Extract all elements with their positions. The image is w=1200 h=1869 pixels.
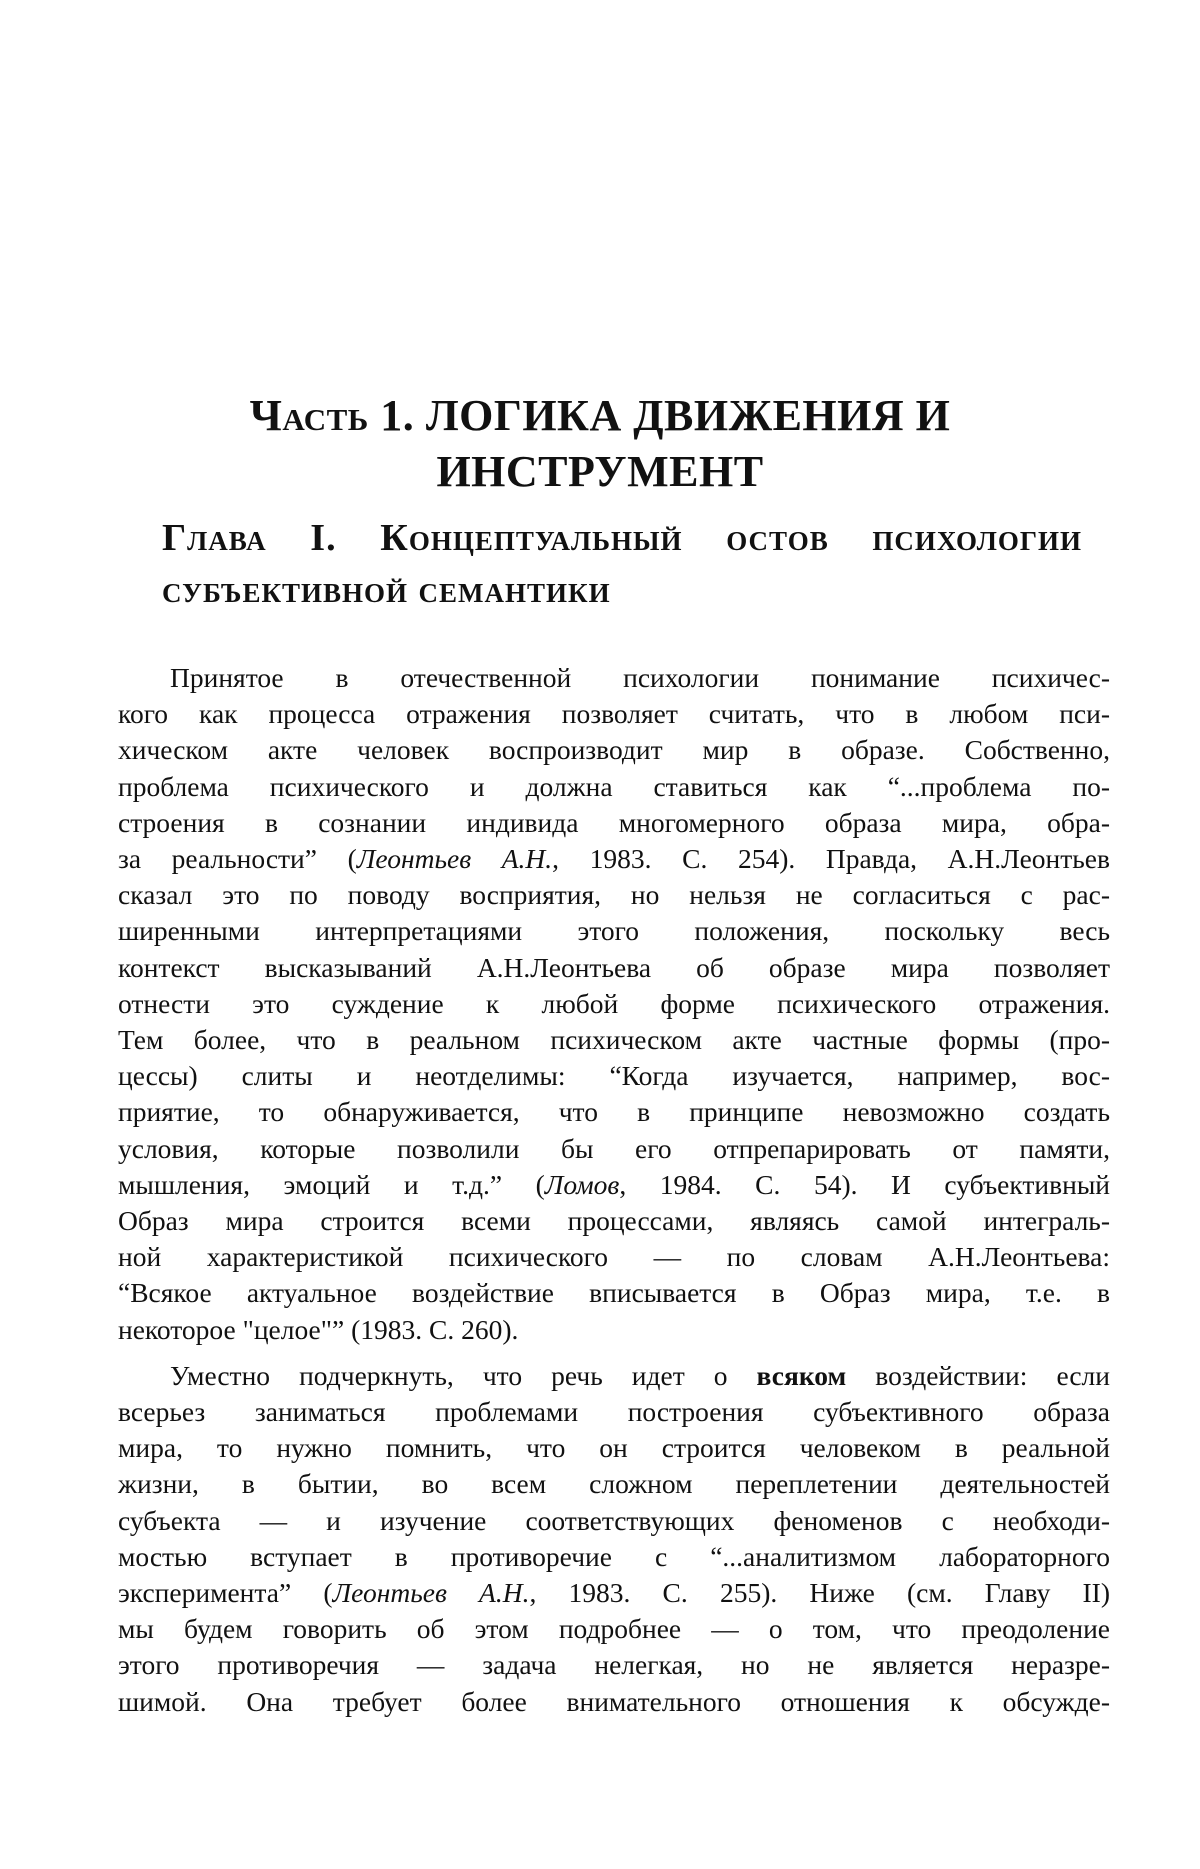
text-line xyxy=(118,1167,1110,1203)
part-label: Часть 1. xyxy=(250,391,415,440)
text-segment: , 1984. С. 54). И субъективный xyxy=(619,1169,1110,1200)
citation-author: Леонтьев А.Н. xyxy=(357,843,552,874)
text-line: Принятое в отечественной психологии понимание психичес- xyxy=(118,660,1110,696)
text-line: хическом акте человек воспроизводит мир в образе. Собственно, xyxy=(118,732,1110,768)
chapter-title-line-1: Глава I. Концептуальный остов психологии xyxy=(162,512,1082,564)
body-text xyxy=(118,660,1110,1720)
text-line: всерьез заниматься проблемами построения субъективного образа xyxy=(118,1394,1110,1430)
text-segment: , 1983. С. 254). Правда, А.Н.Леонтьев xyxy=(552,843,1110,874)
text-line: мира, то нужно помнить, что он строится человеком в реальной xyxy=(118,1430,1110,1466)
chapter-title xyxy=(162,512,1082,616)
text-line: контекст высказываний А.Н.Леонтьева об образе мира позволяет xyxy=(118,950,1110,986)
text-segment: эксперимента” ( xyxy=(118,1577,333,1608)
citation-author: Ломов xyxy=(545,1169,620,1200)
text-line: ной характеристикой психического — по словам А.Н.Леонтьева: xyxy=(118,1239,1110,1275)
text-line: ширенными интерпретациями этого положения, поскольку весь xyxy=(118,913,1110,949)
text-line: цессы) слиты и неотделимы: “Когда изучается, например, вос- xyxy=(118,1058,1110,1094)
text-line: проблема психического и должна ставиться как “...проблема по- xyxy=(118,769,1110,805)
part-title-text: ЛОГИКА ДВИЖЕНИЯ И xyxy=(426,391,951,440)
text-segment: воздействии: если xyxy=(846,1360,1110,1391)
text-line: условия, которые позволили бы его отпрепарировать от памяти, xyxy=(118,1131,1110,1167)
chapter-title-line-2: субъективной семантики xyxy=(162,564,1082,616)
text-line: строения в сознании индивида многомерного образа мира, обра- xyxy=(118,805,1110,841)
book-page xyxy=(0,0,1200,1869)
text-line: мы будем говорить об этом подробнее — о том, что преодоление xyxy=(118,1611,1110,1647)
text-line: субъекта — и изучение соответствующих феноменов с необходи- xyxy=(118,1503,1110,1539)
emphasis-word: всяком xyxy=(757,1360,847,1391)
text-line: этого противоречия — задача нелегкая, но не является неразре- xyxy=(118,1647,1110,1683)
text-line: кого как процесса отражения позволяет считать, что в любом пси- xyxy=(118,696,1110,732)
text-line: шимой. Она требует более внимательного отношения к обсужде- xyxy=(118,1684,1110,1720)
text-line: Тем более, что в реальном психическом акте частные формы (про- xyxy=(118,1022,1110,1058)
text-line xyxy=(118,1358,1110,1394)
text-segment: мышления, эмоций и т.д.” ( xyxy=(118,1169,545,1200)
text-line xyxy=(118,841,1110,877)
text-line: отнести это суждение к любой форме психического отражения. xyxy=(118,986,1110,1022)
text-line: приятие, то обнаруживается, что в принципе невозможно создать xyxy=(118,1094,1110,1130)
text-line: мостью вступает в противоречие с “...аналитизмом лабораторного xyxy=(118,1539,1110,1575)
paragraph-1 xyxy=(118,660,1110,1348)
text-segment: , 1983. С. 255). Ниже (см. Главу II) xyxy=(529,1577,1110,1608)
text-line xyxy=(118,1575,1110,1611)
paragraph-2 xyxy=(118,1358,1110,1720)
text-line: жизни, в бытии, во всем сложном переплетении деятельностей xyxy=(118,1466,1110,1502)
part-title xyxy=(0,388,1200,500)
part-title-line-2: ИНСТРУМЕНТ xyxy=(0,444,1200,500)
text-line: сказал это по поводу восприятия, но нельзя не согласиться с рас- xyxy=(118,877,1110,913)
text-segment: за реальности” ( xyxy=(118,843,357,874)
text-line: Образ мира строится всеми процессами, являясь самой интеграль- xyxy=(118,1203,1110,1239)
text-line: “Всякое актуальное воздействие вписывается в Образ мира, т.е. в xyxy=(118,1275,1110,1311)
citation-author: Леонтьев А.Н. xyxy=(333,1577,530,1608)
text-segment: Уместно подчеркнуть, что речь идет о xyxy=(170,1360,757,1391)
part-title-line-1 xyxy=(0,388,1200,444)
text-line: некоторое "целое"” (1983. С. 260). xyxy=(118,1312,1110,1348)
